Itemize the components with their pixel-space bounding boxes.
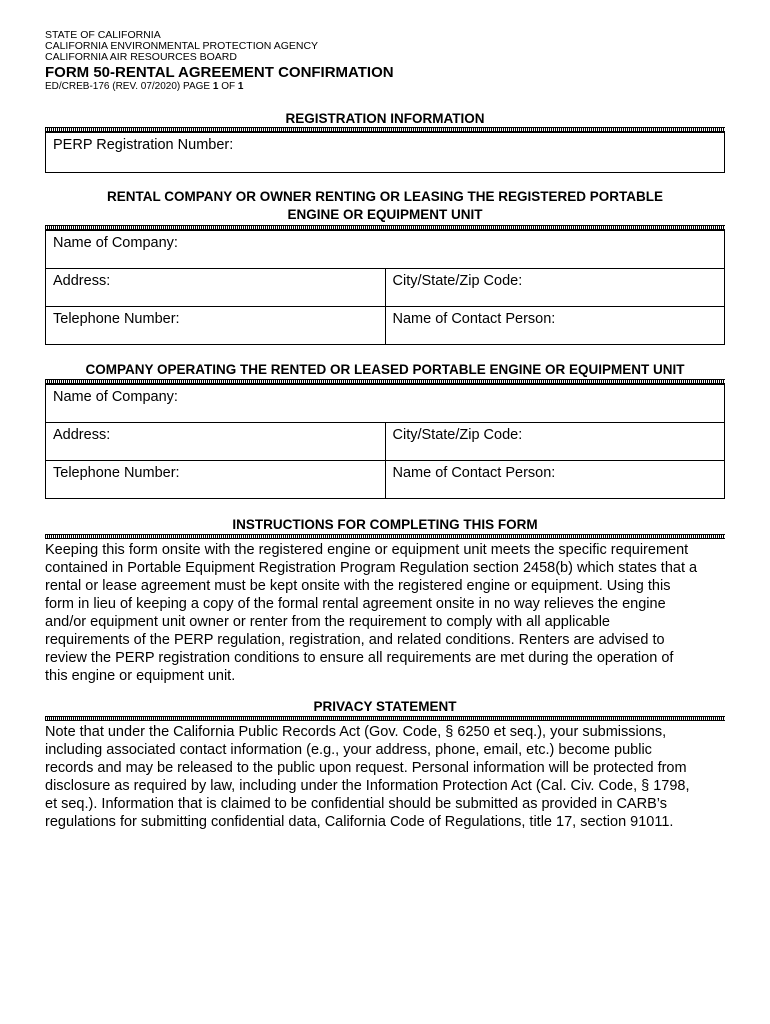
privacy-line: records and may be released to the public upon request. Personal information will be protected from xyxy=(45,760,687,776)
rental-city-label: City/State/Zip Code: xyxy=(392,273,523,289)
registration-heading: REGISTRATION INFORMATION xyxy=(285,111,485,126)
privacy-line: including associated contact information (e.g., your address, phone, email, etc.) become public xyxy=(45,742,652,758)
perp-registration-label: PERP Registration Number: xyxy=(53,137,234,153)
rental-phone-field[interactable] xyxy=(46,307,386,345)
operating-phone-label: Telephone Number: xyxy=(53,465,180,481)
operating-address-label: Address: xyxy=(53,427,111,443)
instructions-heading: INSTRUCTIONS FOR COMPLETING THIS FORM xyxy=(232,517,538,532)
privacy-text xyxy=(45,723,730,831)
rental-address-label: Address: xyxy=(53,273,111,289)
instructions-text xyxy=(45,541,730,685)
privacy-line: regulations for submitting confidential data, California Code of Regulations, title 17, section 91011. xyxy=(45,814,674,830)
rental-contact-label: Name of Contact Person: xyxy=(392,311,556,327)
operating-city-label: City/State/Zip Code: xyxy=(392,427,523,443)
form-code-text: ED/CREB-176 (REV. 07/2020) PAGE xyxy=(45,81,213,92)
privacy-rule xyxy=(45,716,725,721)
operating-company-table xyxy=(45,384,725,499)
agency-calepa: CALIFORNIA ENVIRONMENTAL PROTECTION AGENCY xyxy=(45,40,319,52)
operating-company-name-field[interactable] xyxy=(46,385,725,423)
operating-address-field[interactable] xyxy=(46,423,386,461)
instructions-line: Keeping this form onsite with the registered engine or equipment unit meets the specific requirement xyxy=(45,542,689,558)
privacy-line: disclosure as required by law, including under the Information Protection Act (Cal. Civ. Code, § 1798, xyxy=(45,778,690,794)
rental-address-field[interactable] xyxy=(46,269,386,307)
instructions-line: this engine or equipment unit. xyxy=(45,668,236,684)
rental-city-field[interactable] xyxy=(385,269,725,307)
instructions-line: form in lieu of keeping a copy of the formal rental agreement onsite in no way relieves the engine xyxy=(45,596,666,612)
instructions-line: and/or equipment unit owner or renter from the requirement to comply with all applicable xyxy=(45,614,610,630)
perp-registration-field[interactable] xyxy=(46,133,725,173)
page-of-text: OF xyxy=(218,81,238,92)
rental-company-table xyxy=(45,230,725,345)
rental-company-name-field[interactable] xyxy=(46,231,725,269)
agency-state: STATE OF CALIFORNIA xyxy=(45,29,161,41)
rental-company-name-label: Name of Company: xyxy=(53,235,178,251)
registration-table xyxy=(45,132,725,173)
privacy-heading: PRIVACY STATEMENT xyxy=(313,699,457,714)
rental-heading-line1: RENTAL COMPANY OR OWNER RENTING OR LEASING THE REGISTERED PORTABLE xyxy=(106,189,664,204)
rental-company-heading xyxy=(45,188,725,224)
operating-contact-label: Name of Contact Person: xyxy=(392,465,556,481)
page-number: 1 xyxy=(212,81,219,92)
privacy-line: et seq.). Information that is claimed to be confidential should be submitted as provided in CARB’s xyxy=(45,796,667,812)
operating-city-field[interactable] xyxy=(385,423,725,461)
instructions-line: requirements of the PERP regulation, registration, and related conditions. Renters are advised to xyxy=(45,632,665,648)
privacy-line: Note that under the California Public Records Act (Gov. Code, § 6250 et seq.), your submissions, xyxy=(45,724,667,740)
page-total: 1 xyxy=(237,81,244,92)
operating-phone-field[interactable] xyxy=(46,461,386,499)
form-title: FORM 50-RENTAL AGREEMENT CONFIRMATION xyxy=(45,64,394,81)
rental-heading-line2: ENGINE OR EQUIPMENT UNIT xyxy=(287,207,483,222)
operating-contact-field[interactable] xyxy=(385,461,725,499)
instructions-line: review the PERP registration conditions to ensure all requirements are met during the operation of xyxy=(45,650,674,666)
instructions-line: rental or lease agreement must be kept onsite with the registered engine or equipment. Using this xyxy=(45,578,671,594)
instructions-line: contained in Portable Equipment Registration Program Regulation section 2458(b) which states that a xyxy=(45,560,698,576)
rental-phone-label: Telephone Number: xyxy=(53,311,180,327)
operating-company-heading: COMPANY OPERATING THE RENTED OR LEASED PORTABLE ENGINE OR EQUIPMENT UNIT xyxy=(85,362,685,377)
operating-company-name-label: Name of Company: xyxy=(53,389,178,405)
agency-carb: CALIFORNIA AIR RESOURCES BOARD xyxy=(45,51,237,63)
form-code xyxy=(45,81,243,93)
instructions-rule xyxy=(45,534,725,539)
rental-contact-field[interactable] xyxy=(385,307,725,345)
